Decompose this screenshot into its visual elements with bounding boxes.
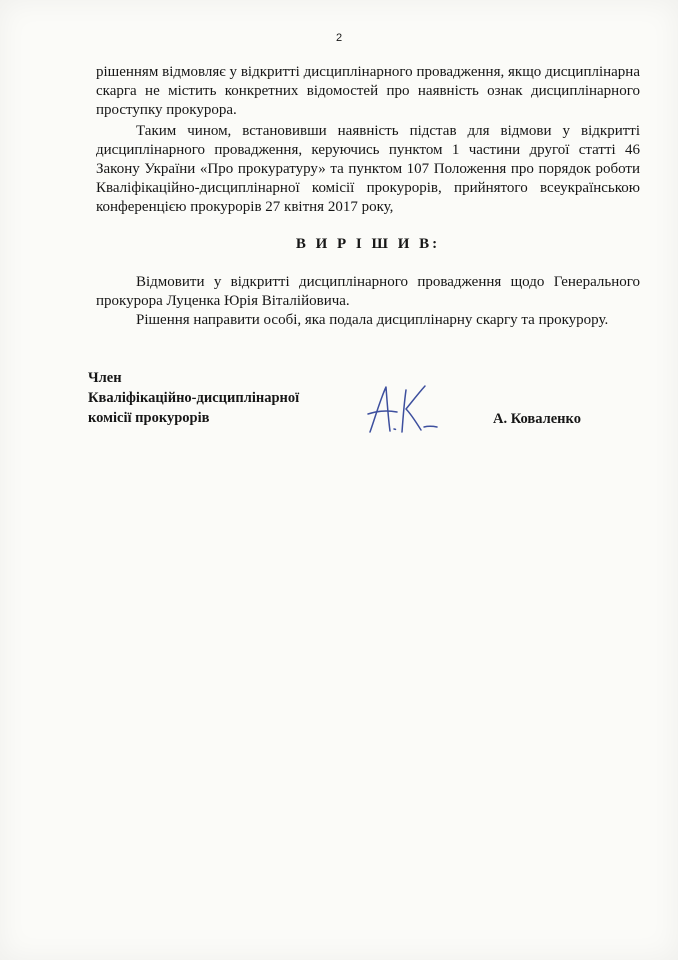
paragraph-grounds: Таким чином, встановивши наявність підстав для відмови у відкритті дисциплінарного провадження, керуючись пунктом 1 частини другої статті 46 Закону України «Про прокуратуру» та пунктом 107 Положення про порядок роботи Кваліфікаційно-дисциплінарної комісії прокурорів, прийнятого всеукраїнською конференцією прокурорів 27 квітня 2017 року, bbox=[96, 123, 640, 215]
page-number: 2 bbox=[335, 32, 343, 44]
paragraph-refusal: Відмовити у відкритті дисциплінарного провадження щодо Генерального прокурора Луценка Юрія Віталійовича. bbox=[96, 274, 640, 309]
signatory-title-line: Кваліфікаційно-дисциплінарної bbox=[88, 390, 300, 406]
decision-heading: В И Р І Ш И В: bbox=[295, 236, 441, 252]
signer-name: А. Коваленко bbox=[493, 411, 581, 427]
signatory-title-line: комісії прокурорів bbox=[88, 410, 210, 426]
document-body bbox=[96, 63, 640, 330]
handwritten-signature bbox=[364, 382, 444, 440]
paragraph-delivery: Рішення направити особі, яка подала дисциплінарну скаргу та прокурору. bbox=[136, 312, 609, 328]
paragraph-continuation: рішенням відмовляє у відкритті дисциплінарного провадження, якщо дисциплінарна скарга не містить конкретних відомостей про наявність ознак дисциплінарного проступку прокурора. bbox=[96, 64, 640, 118]
signatory-title bbox=[88, 368, 299, 428]
signatory-title-line: Член bbox=[88, 370, 122, 386]
